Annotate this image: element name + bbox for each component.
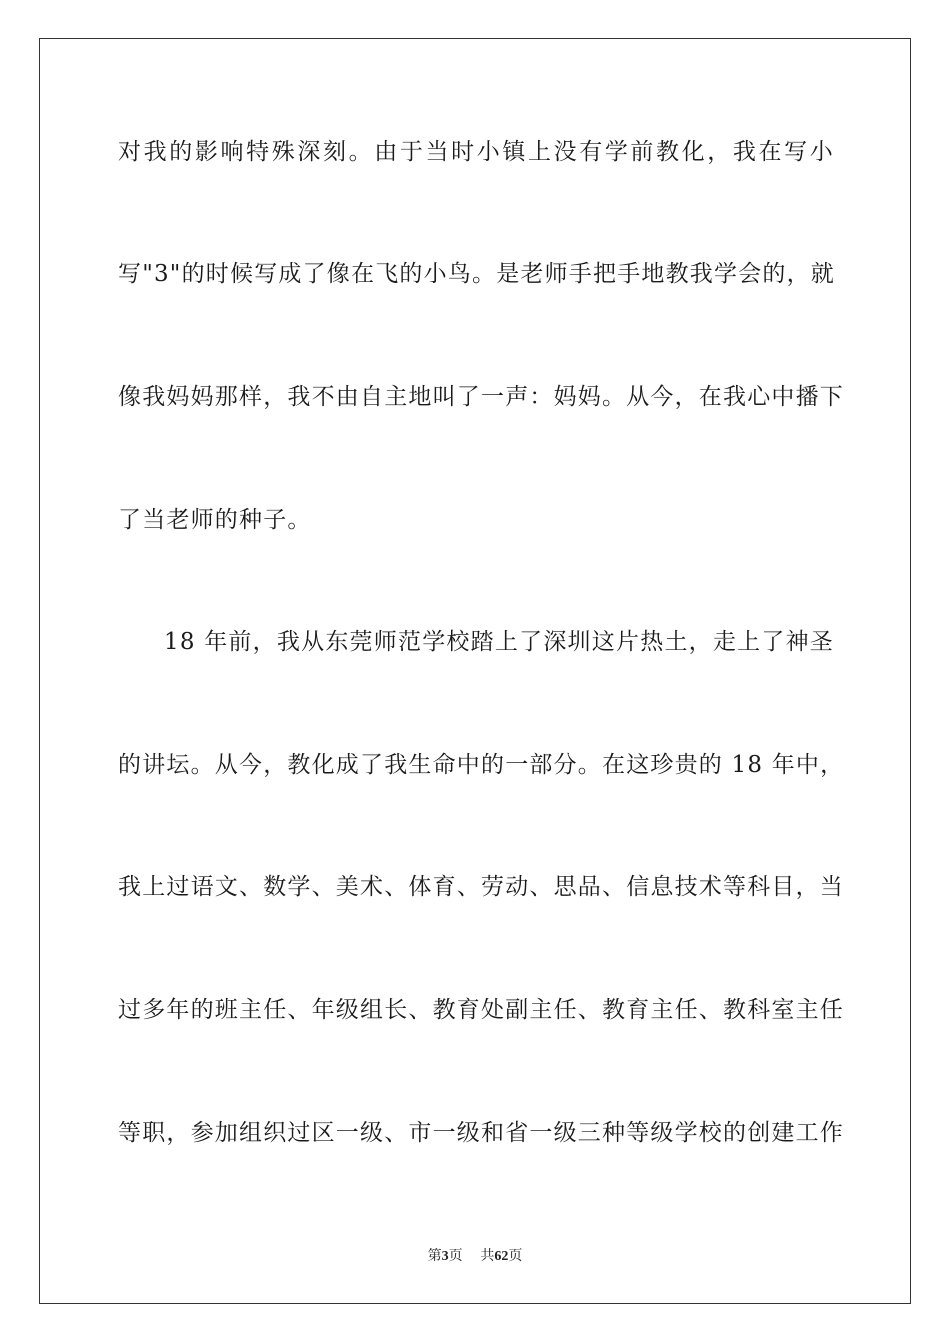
body-text-line-5: 18 年前，我从东莞师范学校踏上了深圳这片热土，走上了神圣 [164,629,834,655]
page-prefix: 第 [427,1248,442,1264]
body-text-line-8: 过多年的班主任、年级组长、教育处副主任、教育主任、教科室主任 [118,997,844,1023]
page-number: 3 [441,1249,449,1264]
page-border [39,38,911,1304]
body-text-line-3: 像我妈妈那样，我不由自主地叫了一声：妈妈。从今，在我心中播下 [118,384,844,410]
page-footer [0,1247,950,1266]
total-pages: 62 [494,1249,509,1264]
body-text-line-4: 了当老师的种子。 [118,507,312,533]
body-text-line-7: 我上过语文、数学、美术、体育、劳动、思品、信息技术等科目，当 [118,874,844,900]
body-text-line-1: 对我的影响特殊深刻。由于当时小镇上没有学前教化，我在写小 [118,139,834,165]
body-text-line-9: 等职，参加组织过区一级、市一级和省一级三种等级学校的创建工作 [118,1120,844,1146]
page-suffix: 页 [448,1248,463,1264]
total-prefix: 共 [480,1248,495,1264]
body-text-line-2: 写"3"的时候写成了像在飞的小鸟。是老师手把手地教我学会的，就 [118,261,835,287]
total-suffix: 页 [508,1248,523,1264]
body-text-line-6: 的讲坛。从今，教化成了我生命中的一部分。在这珍贵的 18 年中， [118,752,845,778]
